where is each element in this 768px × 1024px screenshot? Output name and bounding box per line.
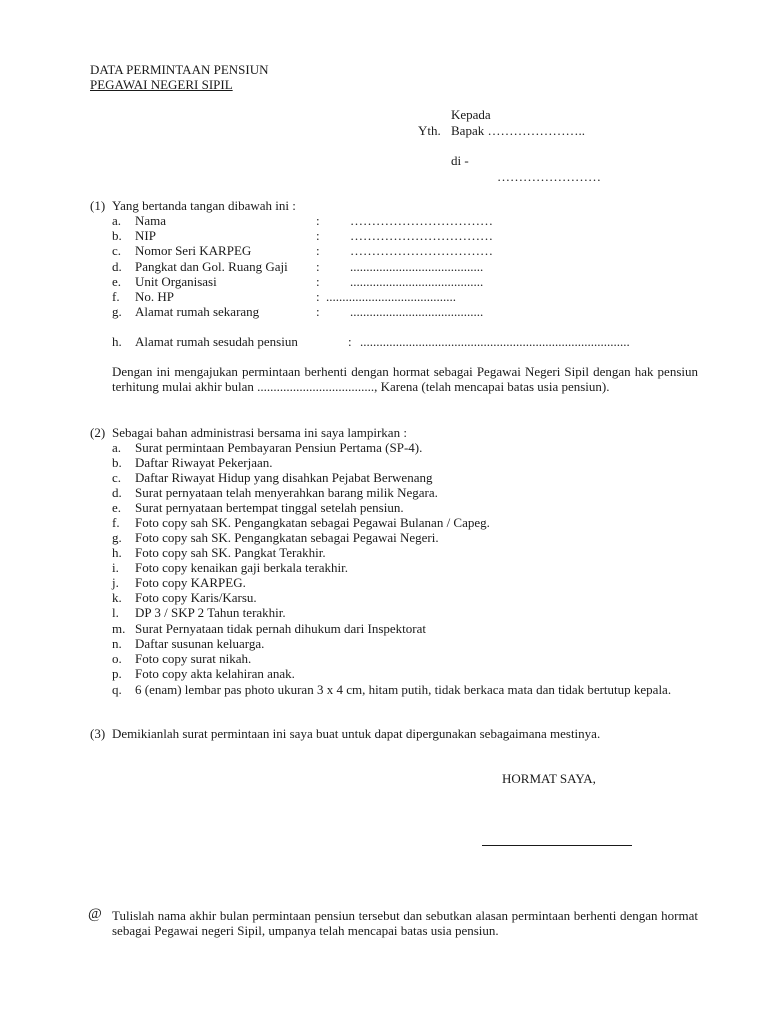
field-letter: b. xyxy=(112,228,122,243)
field-value: ......................................... xyxy=(350,259,484,274)
field-letter: e. xyxy=(112,274,122,289)
address-kepada: Kepada xyxy=(451,107,491,122)
field-label: Nomor Seri KARPEG xyxy=(135,243,252,258)
field-colon: : xyxy=(316,274,320,289)
field-label: Alamat rumah sekarang xyxy=(135,304,260,319)
item-letter: a. xyxy=(112,440,122,455)
field-letter: g. xyxy=(112,304,122,319)
item-letter: l. xyxy=(112,605,119,620)
field-value: ........................................ xyxy=(326,289,456,304)
item-letter: q. xyxy=(112,682,122,697)
field-value: …………………………… xyxy=(350,228,493,243)
item-letter: j. xyxy=(112,575,119,590)
item-letter: e. xyxy=(112,500,122,515)
item-text: Foto copy akta kelahiran anak. xyxy=(135,666,295,681)
item-text: Daftar susunan keluarga. xyxy=(135,636,265,651)
field-colon: : xyxy=(316,213,320,228)
address-yth: Yth. xyxy=(418,123,441,138)
item-text: 6 (enam) lembar pas photo ukuran 3 x 4 cm, hitam putih, tidak berkaca mata dan tidak bertutup kepala. xyxy=(135,682,672,697)
field-label: No. HP xyxy=(135,289,175,304)
field-colon: : xyxy=(348,334,352,349)
item-letter: c. xyxy=(112,470,122,485)
field-value: ................................................................................... xyxy=(360,334,630,349)
footnote-text: Tulislah nama akhir bulan permintaan pensiun tersebut dan sebutkan alasan permintaan berhenti dengan hormat sebagai Pegawai negeri Sipil, umpanya telah mencapai batas usia pensiun. xyxy=(112,908,698,938)
item-letter: k. xyxy=(112,590,122,605)
address-place: …………………… xyxy=(497,169,601,184)
document-subtitle: PEGAWAI NEGERI SIPIL xyxy=(90,77,233,92)
item-letter: m. xyxy=(112,621,126,636)
item-letter: o. xyxy=(112,651,122,666)
item-letter: n. xyxy=(112,636,122,651)
section2-number: (2) xyxy=(90,425,106,440)
item-letter: g. xyxy=(112,530,122,545)
item-letter: d. xyxy=(112,485,122,500)
section1-number: (1) xyxy=(90,198,106,213)
item-text: Foto copy kenaikan gaji berkala terakhir. xyxy=(135,560,348,575)
item-text: Surat Pernyataan tidak pernah dihukum dari Inspektorat xyxy=(135,621,426,636)
item-text: Surat pernyataan telah menyerahkan barang milik Negara. xyxy=(135,485,438,500)
item-text: Foto copy sah SK. Pengangkatan sebagai Pegawai Negeri. xyxy=(135,530,439,545)
field-label: Unit Organisasi xyxy=(135,274,217,289)
field-letter: f. xyxy=(112,289,120,304)
section1-intro: Yang bertanda tangan dibawah ini : xyxy=(112,198,296,213)
footnote-symbol: @ xyxy=(88,906,102,922)
section3-number: (3) xyxy=(90,726,106,741)
item-letter: h. xyxy=(112,545,122,560)
address-bapak: Bapak ………………….. xyxy=(451,123,585,138)
item-text: Foto copy sah SK. Pangkat Terakhir. xyxy=(135,545,326,560)
item-letter: f. xyxy=(112,515,120,530)
item-text: Foto copy surat nikah. xyxy=(135,651,252,666)
item-text: Foto copy Karis/Karsu. xyxy=(135,590,257,605)
item-letter: b. xyxy=(112,455,122,470)
item-text: Surat permintaan Pembayaran Pensiun Pertama (SP-4). xyxy=(135,440,423,455)
field-value: ......................................... xyxy=(350,304,484,319)
item-text: Foto copy KARPEG. xyxy=(135,575,246,590)
field-letter: d. xyxy=(112,259,122,274)
field-colon: : xyxy=(316,243,320,258)
signature-closing: HORMAT SAYA, xyxy=(502,771,596,786)
item-text: Daftar Riwayat Hidup yang disahkan Pejabat Berwenang xyxy=(135,470,433,485)
field-label: Alamat rumah sesudah pensiun xyxy=(135,334,298,349)
field-colon: : xyxy=(316,289,320,304)
section2-intro: Sebagai bahan administrasi bersama ini saya lampirkan : xyxy=(112,425,407,440)
address-di: di - xyxy=(451,153,469,168)
field-letter: a. xyxy=(112,213,122,228)
field-letter: c. xyxy=(112,243,122,258)
item-text: Surat pernyataan bertempat tinggal setelah pensiun. xyxy=(135,500,404,515)
field-label: Nama xyxy=(135,213,167,228)
request-paragraph: Dengan ini mengajukan permintaan berhenti dengan hormat sebagai Pegawai Negeri Sipil dengan hak pensiun terhitung mulai akhir bulan ...................................., Karena (telah mencapai batas usia pensiun). xyxy=(112,364,698,394)
item-text: Daftar Riwayat Pekerjaan. xyxy=(135,455,273,470)
closing-statement: Demikianlah surat permintaan ini saya buat untuk dapat dipergunakan sebagaimana mestinya. xyxy=(112,726,601,741)
field-colon: : xyxy=(316,304,320,319)
field-label: NIP xyxy=(135,228,156,243)
field-value: …………………………… xyxy=(350,213,493,228)
item-letter: i. xyxy=(112,560,119,575)
item-text: Foto copy sah SK. Pengangkatan sebagai Pegawai Bulanan / Capeg. xyxy=(135,515,490,530)
item-text: DP 3 / SKP 2 Tahun terakhir. xyxy=(135,605,286,620)
field-colon: : xyxy=(316,259,320,274)
signature-line xyxy=(482,845,632,846)
field-label: Pangkat dan Gol. Ruang Gaji xyxy=(135,259,288,274)
item-letter: p. xyxy=(112,666,122,681)
field-letter: h. xyxy=(112,334,122,349)
field-value: ......................................... xyxy=(350,274,484,289)
field-colon: : xyxy=(316,228,320,243)
document-title: DATA PERMINTAAN PENSIUN xyxy=(90,62,269,77)
field-value: …………………………… xyxy=(350,243,493,258)
